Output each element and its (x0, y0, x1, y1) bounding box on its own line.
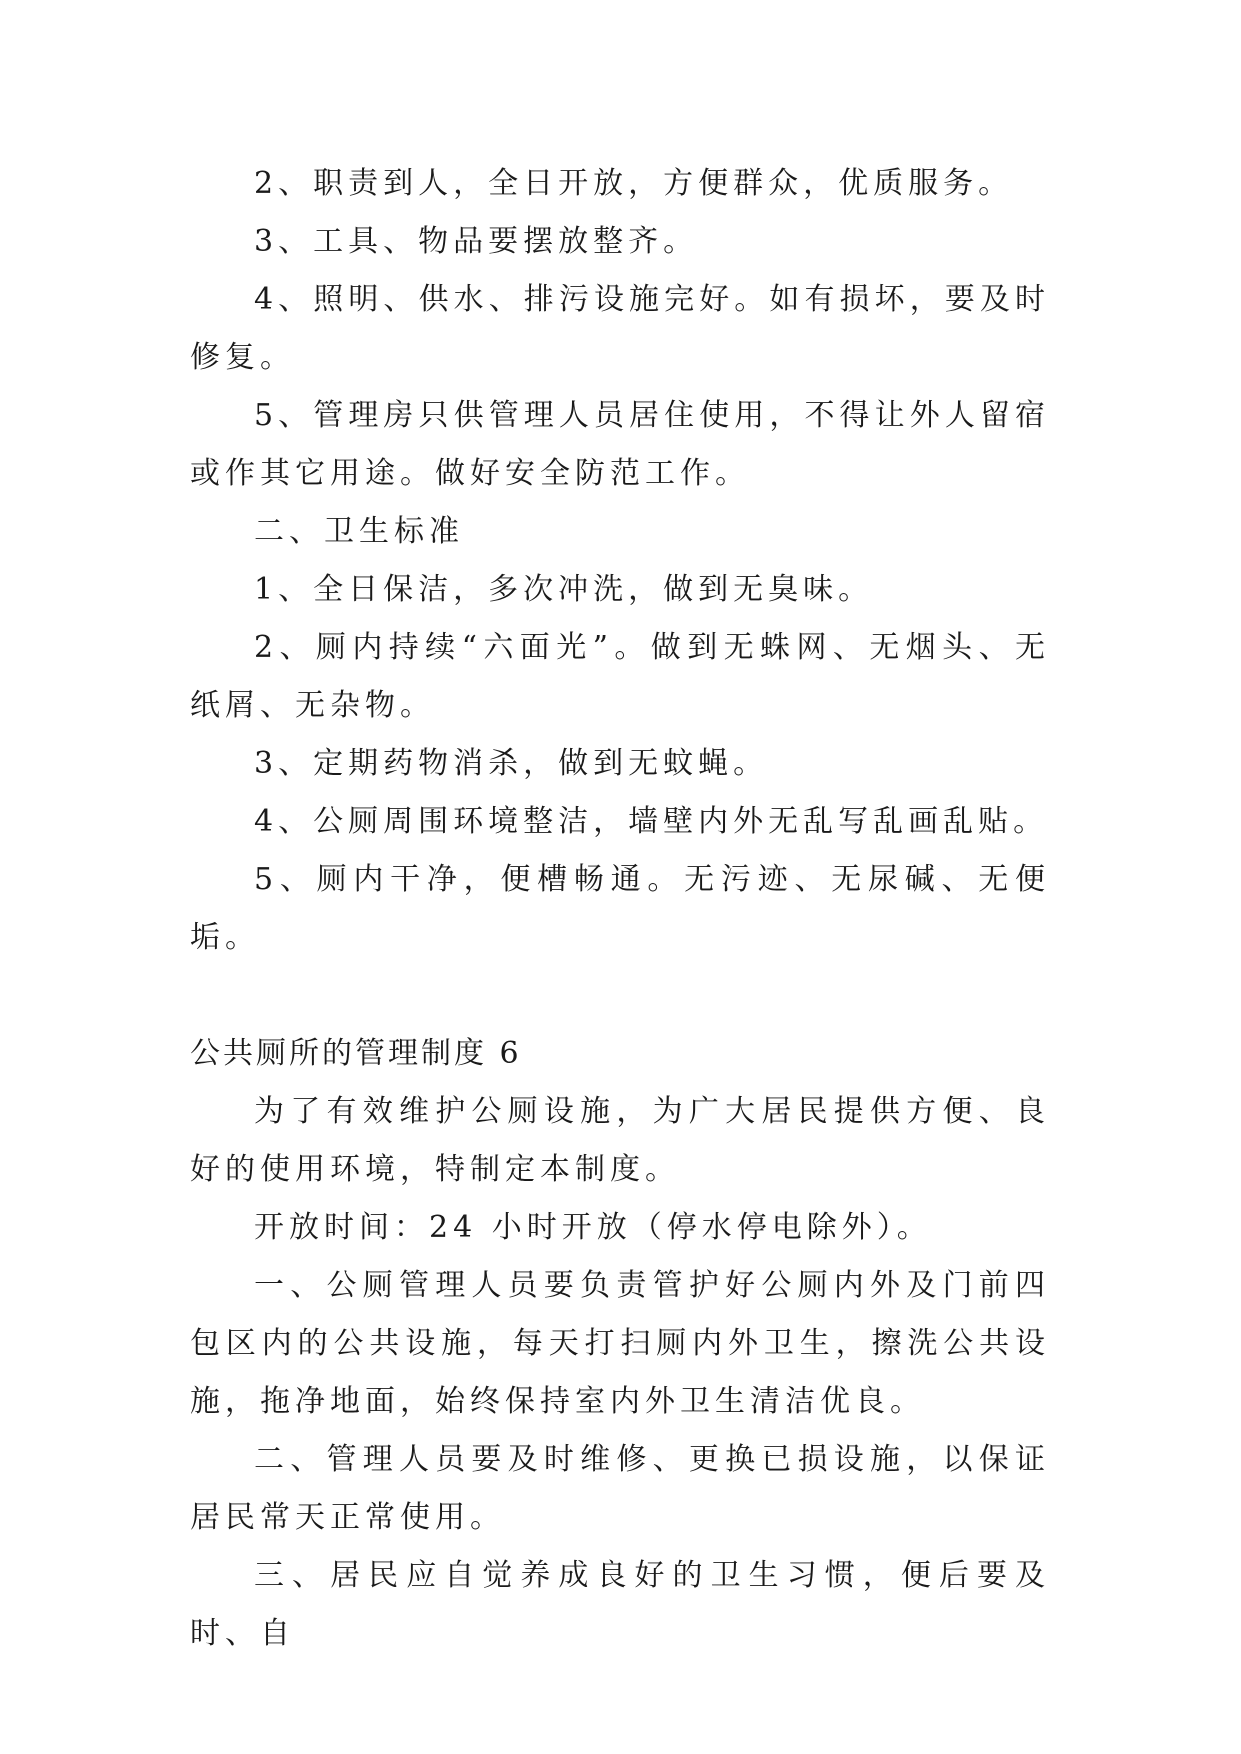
paragraph: 3、定期药物消杀，做到无蚊蝇。 (254, 746, 769, 781)
paragraph: 2、职责到人，全日开放，方便群众，优质服务。 (254, 166, 1014, 201)
paragraph: 4、公厕周围环境整洁，墙壁内外无乱写乱画乱贴。 (254, 804, 1049, 839)
paragraph: 二、管理人员要及时维修、更换已损设施，以保证居民常天正常使用。 (190, 1442, 1050, 1535)
section-heading: 二、卫生标准 (254, 514, 464, 549)
document-section-title: 公共厕所的管理制度 6 (190, 1036, 522, 1071)
paragraph: 为了有效维护公厕设施，为广大居民提供方便、良好的使用环境，特制定本制度。 (190, 1094, 1050, 1187)
paragraph: 5、厕内干净，便槽畅通。无污迹、无尿碱、无便垢。 (190, 862, 1050, 955)
paragraph: 三、居民应自觉养成良好的卫生习惯，便后要及时、自 (190, 1558, 1050, 1651)
paragraph: 2、厕内持续“六面光”。做到无蛛网、无烟头、无纸屑、无杂物。 (190, 630, 1050, 723)
paragraph: 5、管理房只供管理人员居住使用，不得让外人留宿或作其它用途。做好安全防范工作。 (190, 398, 1050, 491)
paragraph: 3、工具、物品要摆放整齐。 (254, 224, 699, 259)
document-page (190, 155, 1050, 1663)
paragraph: 开放时间：24 小时开放（停水停电除外）。 (254, 1210, 932, 1245)
paragraph: 4、照明、供水、排污设施完好。如有损坏，要及时修复。 (190, 282, 1050, 375)
paragraph: 一、公厕管理人员要负责管护好公厕内外及门前四包区内的公共设施，每天打扫厕内外卫生，擦洗公共设施，拖净地面，始终保持室内外卫生清洁优良。 (190, 1268, 1050, 1419)
paragraph: 1、全日保洁，多次冲洗，做到无臭味。 (254, 572, 874, 607)
